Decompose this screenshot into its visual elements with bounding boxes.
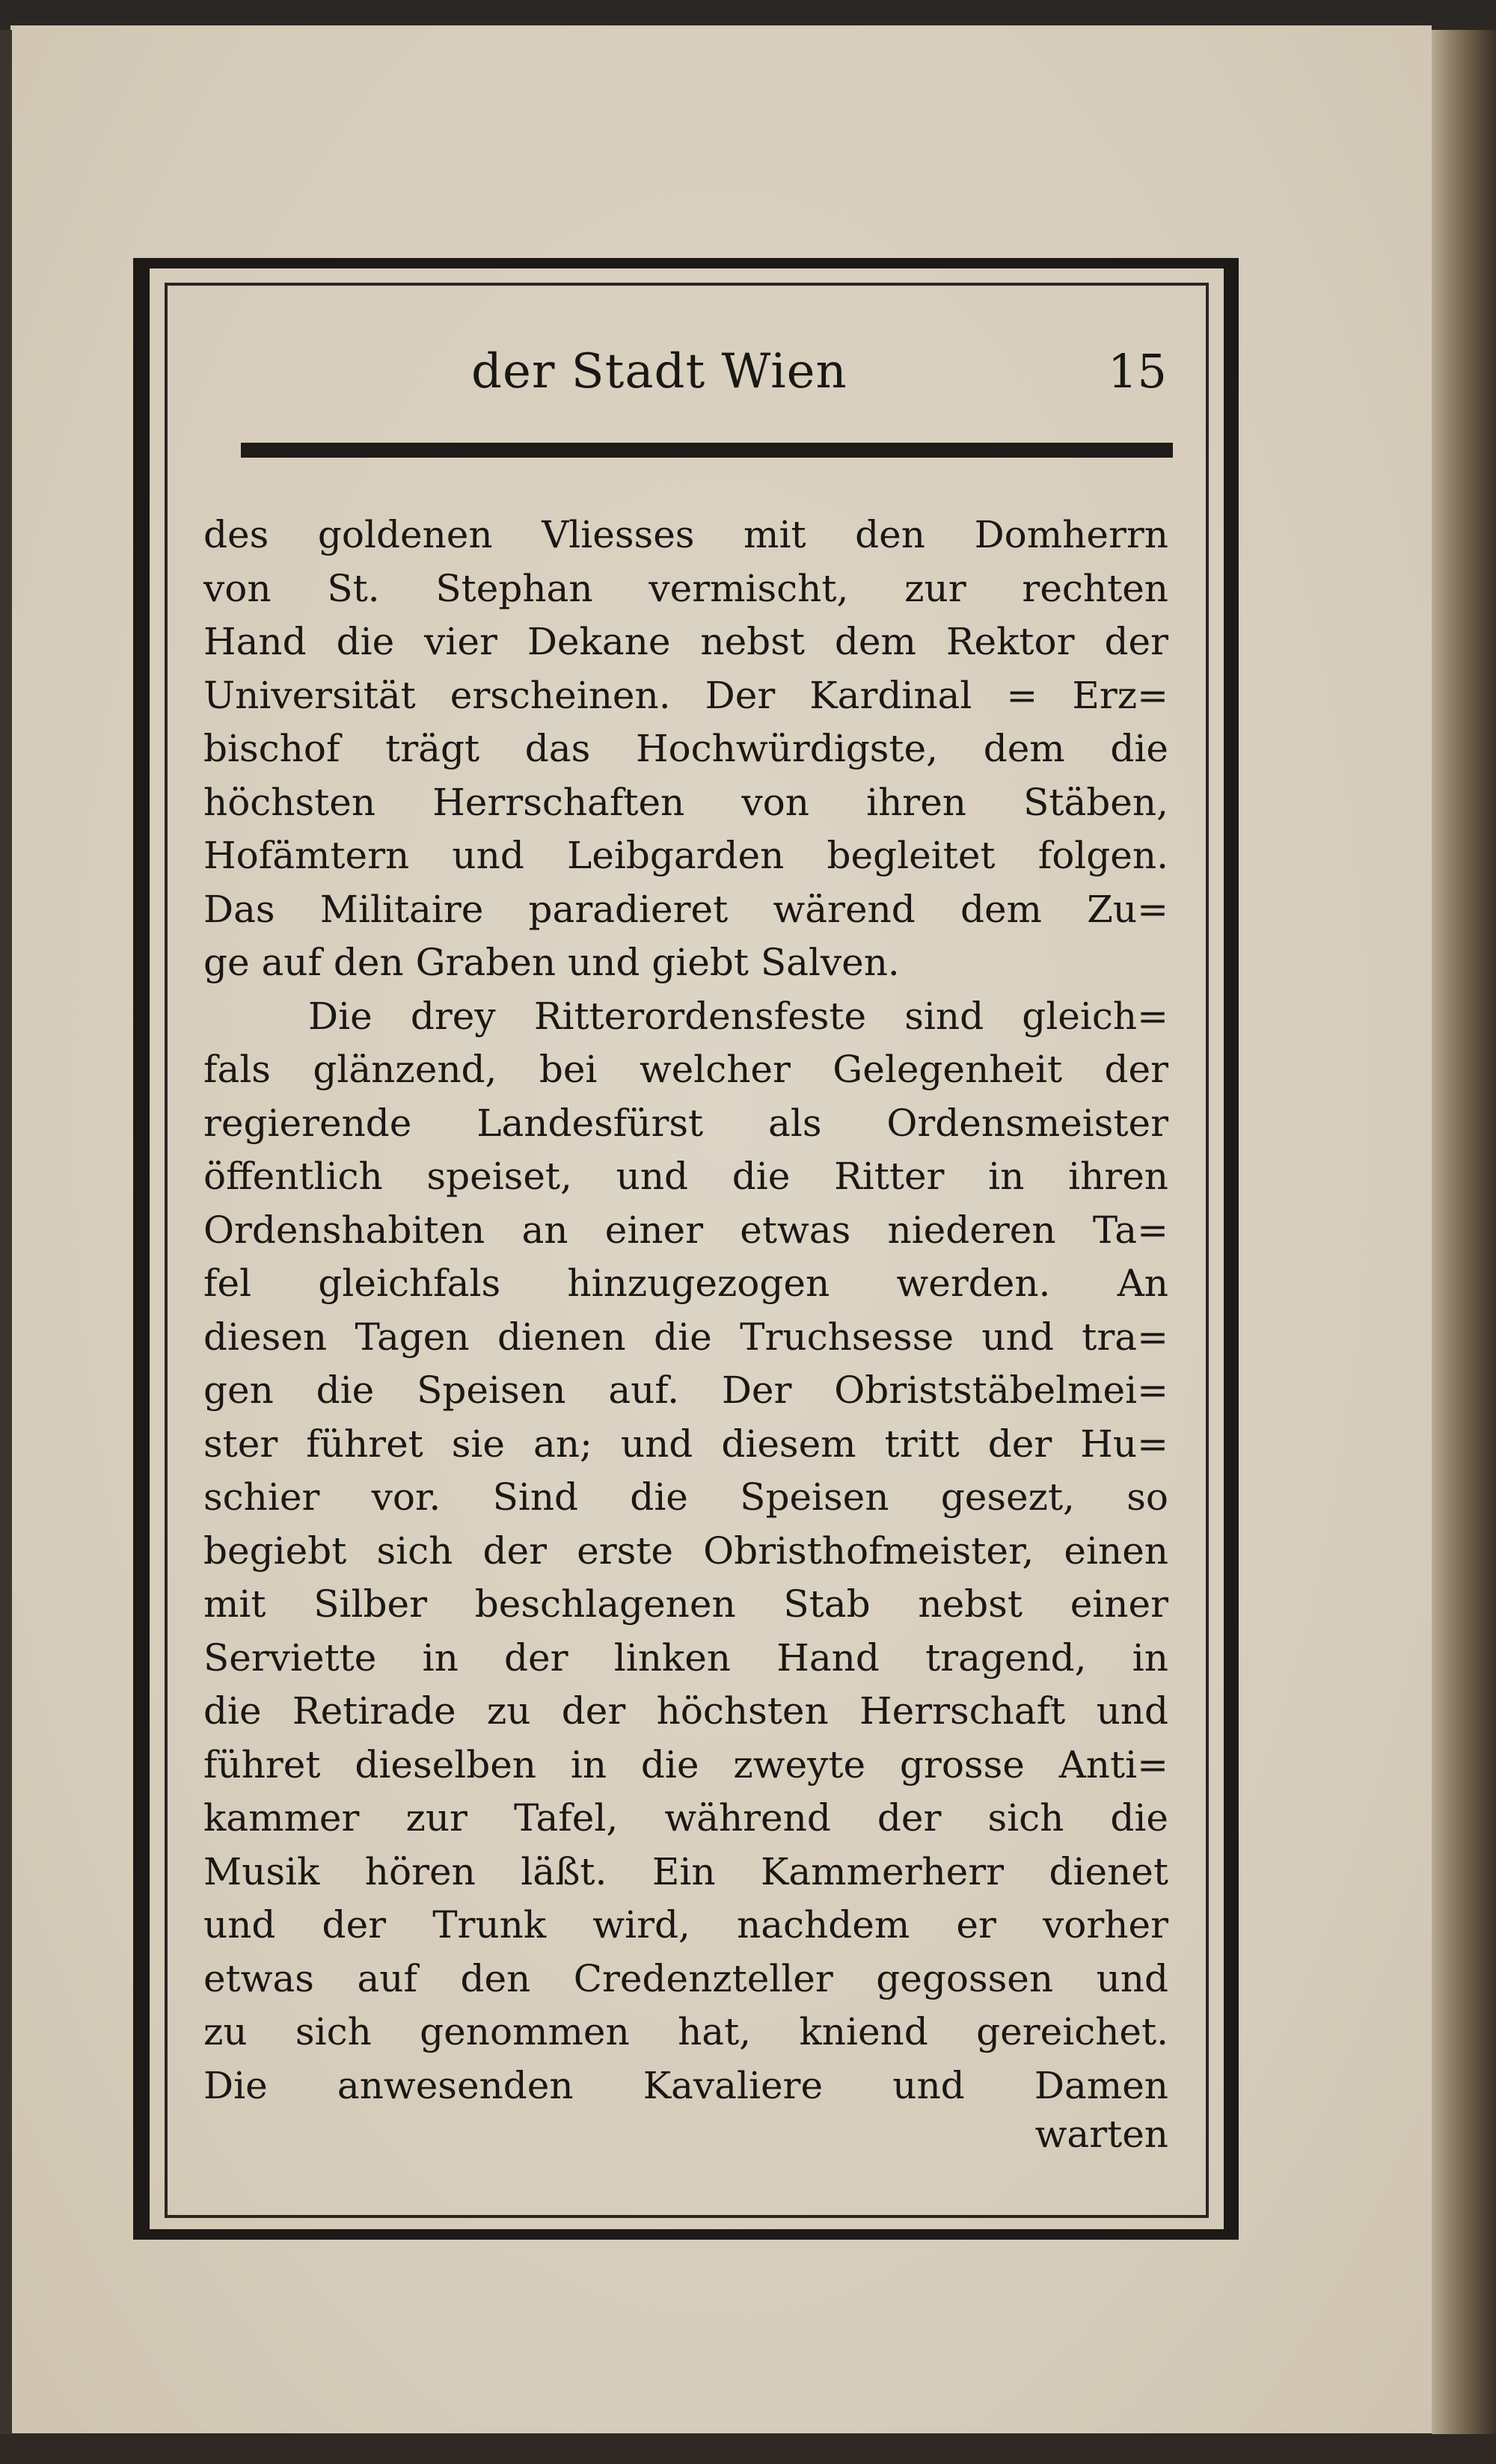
text-line: von St. Stephan vermischt, zur rechten	[203, 566, 1168, 610]
text-line: Hofämtern und Leibgarden begleitet folgen.	[203, 834, 1168, 877]
text-line: und der Trunk wird, nachdem er vorher	[203, 1903, 1168, 1947]
catchword: warten	[1034, 2113, 1168, 2156]
book-edge	[1432, 30, 1496, 2464]
running-title: der Stadt Wien	[471, 344, 847, 399]
text-line: Serviette in der linken Hand tragend, in	[203, 1635, 1168, 1680]
body-text	[203, 509, 1168, 2156]
text-line: ster führet sie an; und diesem tritt der Hu=	[203, 1422, 1168, 1466]
page-number: 15	[1108, 344, 1167, 399]
text-line: regierende Landesfürst als Ordensmeister	[203, 1101, 1168, 1145]
text-line: etwas auf den Credenzteller gegossen und	[203, 1956, 1168, 2000]
text-line: ge auf den Graben und giebt Salven.	[203, 941, 900, 984]
text-line: kammer zur Tafel, während der sich die	[203, 1796, 1168, 1840]
text-line: Die anwesenden Kavaliere und Damen	[203, 2063, 1168, 2107]
text-line: gen die Speisen auf. Der Obriststäbelmei=	[203, 1368, 1168, 1412]
text-line: Die drey Ritterordensfeste sind gleich=	[308, 994, 1168, 1038]
text-line: Universität erscheinen. Der Kardinal = Erz=	[203, 673, 1168, 717]
text-line: die Retirade zu der höchsten Herrschaft und	[203, 1689, 1168, 1733]
text-line: zu sich genommen hat, kniend gereichet.	[203, 2010, 1168, 2053]
text-line: Musik hören läßt. Ein Kammerherr dienet	[203, 1849, 1168, 1893]
text-line: mit Silber beschlagenen Stab nebst einer	[203, 1582, 1168, 1626]
text-line: begiebt sich der erste Obristhofmeister, einen	[203, 1529, 1168, 1573]
text-line: höchsten Herrschaften von ihren Stäben,	[203, 780, 1168, 824]
scan-bottom-edge	[0, 2434, 1496, 2464]
text-line: des goldenen Vliesses mit den Domherrn	[203, 513, 1168, 556]
text-line: öffentlich speiset, und die Ritter in ihren	[203, 1155, 1168, 1198]
text-line: schier vor. Sind die Speisen gesezt, so	[203, 1475, 1168, 1519]
text-line: fals glänzend, bei welcher Gelegenheit der	[203, 1048, 1168, 1091]
header-rule	[241, 443, 1173, 458]
text-line: Ordenshabiten an einer etwas niederen Ta=	[203, 1208, 1168, 1252]
scan-left-edge	[0, 30, 12, 2464]
text-line: Hand die vier Dekane nebst dem Rektor der	[203, 620, 1168, 663]
page-header	[449, 344, 1167, 411]
text-line: Das Militaire paradieret wärend dem Zu=	[203, 887, 1168, 931]
text-line: führet dieselben in die zweyte grosse Anti=	[203, 1742, 1168, 1786]
text-line: bischof trägt das Hochwürdigste, dem die	[203, 727, 1168, 770]
text-line: diesen Tagen dienen die Truchsesse und tra=	[203, 1315, 1168, 1359]
text-line: fel gleichfals hinzugezogen werden. An	[203, 1262, 1168, 1305]
